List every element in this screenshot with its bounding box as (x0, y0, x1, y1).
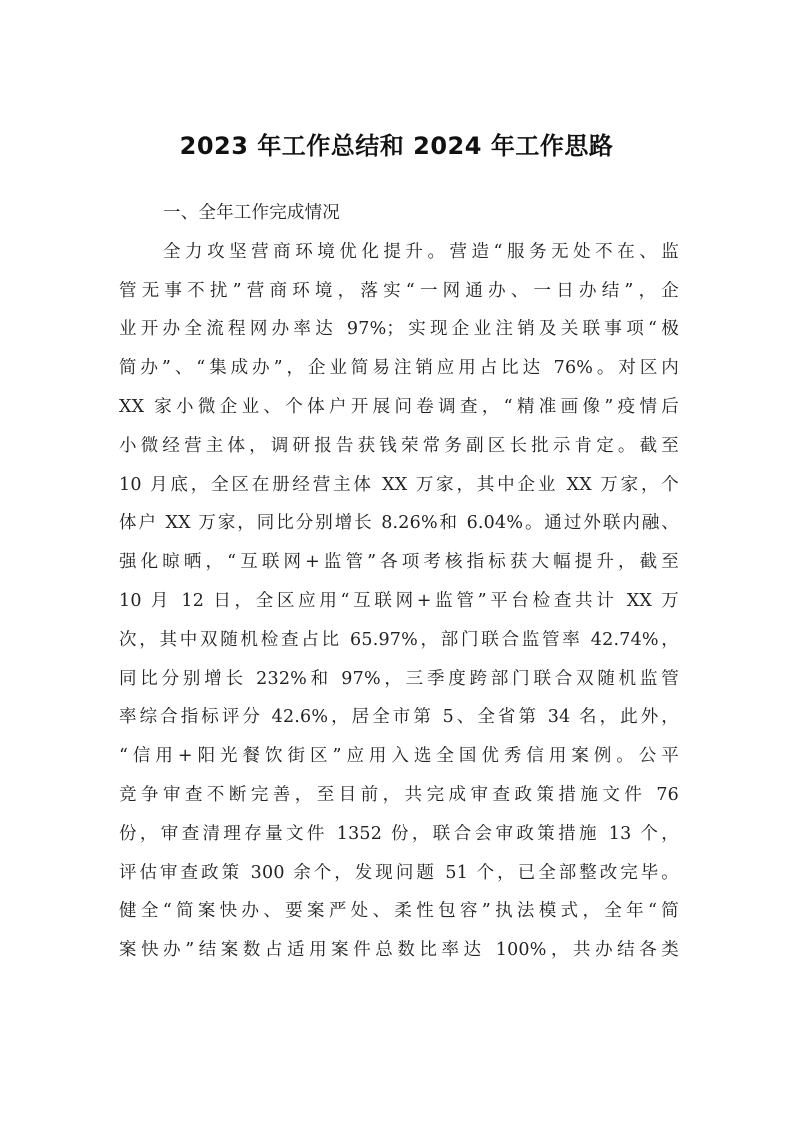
paragraph-line: 管无事不扰”营商环境，落实“一网通办、一日办结”，企 (119, 280, 679, 301)
section-heading: 一、全年工作完成情况 (163, 203, 340, 223)
paragraph-line: 率综合指标评分 42.6%，居全市第 5、全省第 34 名，此外， (119, 707, 679, 728)
paragraph-line: 竞争审查不断完善，至目前，共完成审查政策措施文件 76 (119, 784, 679, 805)
paragraph-line: 份，审查清理存量文件 1352 份，联合会审政策措施 13 个， (119, 823, 679, 844)
paragraph-line: 简办”、“集成办”，企业简易注销应用占比达 76%。对区内 (119, 358, 679, 379)
paragraph-line: 评估审查政策 300 余个，发现问题 51 个，已全部整改完毕。 (119, 862, 679, 883)
paragraph-line: 健全“简案快办、要案严处、柔性包容”执法模式，全年“简 (119, 901, 679, 922)
paragraph-line: 次，其中双随机检查占比 65.97%，部门联合监管率 42.74%， (119, 629, 679, 650)
paragraph-line: 小微经营主体，调研报告获钱荣常务副区长批示肯定。截至 (119, 435, 679, 456)
paragraph-line: 案快办”结案数占适用案件总数比率达 100%，共办结各类 (119, 940, 679, 961)
paragraph-line: 10 月底，全区在册经营主体 XX 万家，其中企业 XX 万家，个 (119, 474, 679, 495)
paragraph-line: 10 月 12 日，全区应用“互联网+监管”平台检查共计 XX 万 (119, 590, 679, 611)
paragraph-line: 强化晾晒，“互联网+监管”各项考核指标获大幅提升，截至 (119, 552, 679, 573)
paragraph-line: 同比分别增长 232%和 97%，三季度跨部门联合双随机监管 (119, 668, 679, 689)
paragraph-line: XX 家小微企业、个体户开展问卷调查，“精准画像”疫情后 (119, 396, 679, 417)
paragraph-line: 全力攻坚营商环境优化提升。营造“服务无处不在、监 (163, 241, 679, 262)
paragraph-line: 体户 XX 万家，同比分别增长 8.26%和 6.04%。通过外联内融、 (119, 513, 679, 534)
paragraph-line: “信用+阳光餐饮街区”应用入选全国优秀信用案例。公平 (119, 746, 679, 767)
paragraph-line: 业开办全流程网办率达 97%；实现企业注销及关联事项“极 (119, 319, 679, 340)
document-body (119, 194, 679, 970)
document-title: 2023 年工作总结和 2024 年工作思路 (179, 132, 614, 160)
